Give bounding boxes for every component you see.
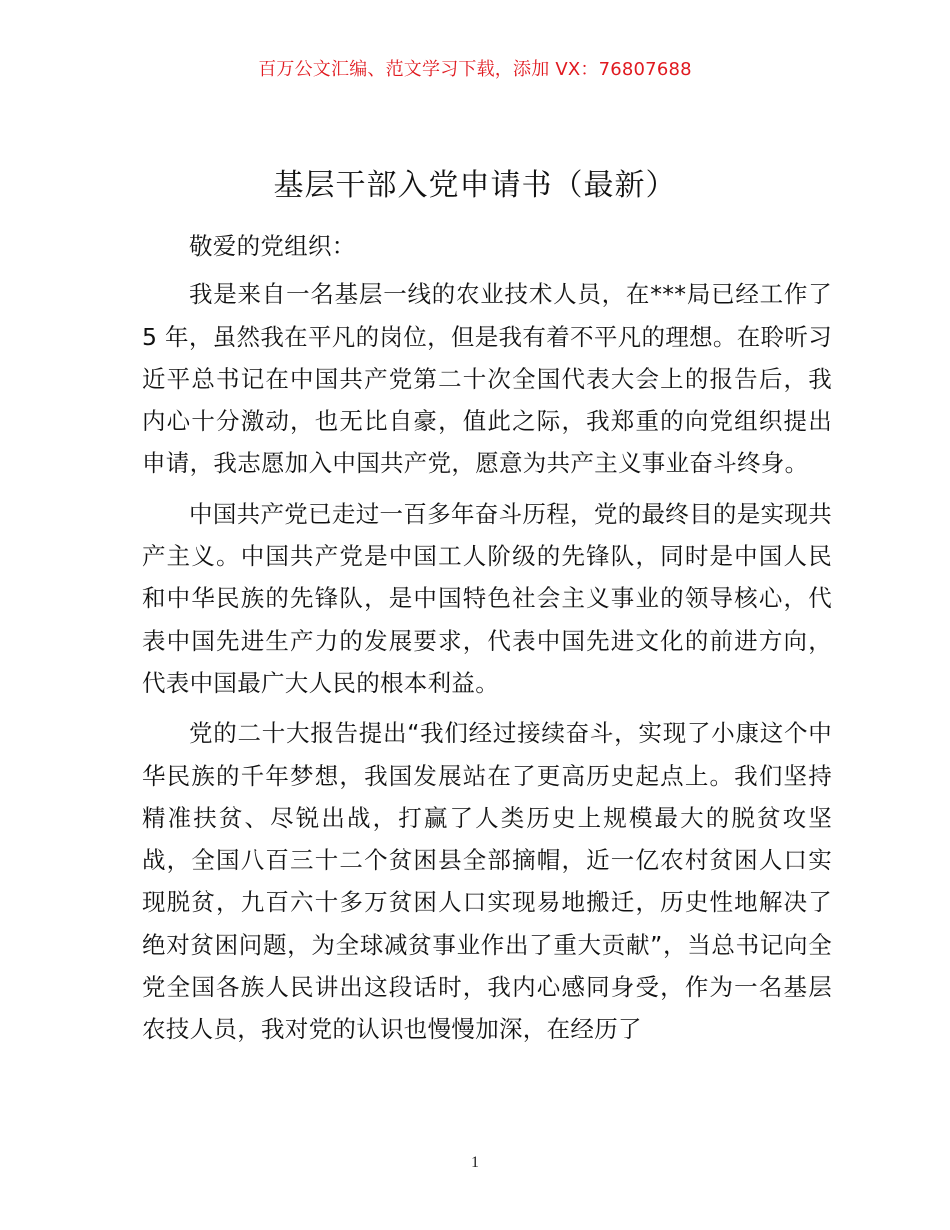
body-paragraph-3: 党的二十大报告提出“我们经过接续奋斗，实现了小康这个中华民族的千年梦想，我国发展站在了更高历史起点上。我们坚持精准扶贫、尽锐出战，打赢了人类历史上规模最大的脱贫攻坚战，全国八百三十二个贫困县全部摘帽，近一亿农村贫困人口实现脱贫，九百六十多万贫困人口实现易地搬迁，历史性地解决了绝对贫困问题，为全球减贫事业作出了重大贡献”，当总书记向全党全国各族人民讲出这段话时，我内心感同身受，作为一名基层农技人员，我对党的认识也慢慢加深，在经历了 [142,719,832,1044]
page-number: 1 [471,1154,479,1171]
body-paragraph-1: 我是来自一名基层一线的农业技术人员，在***局已经工作了 5 年，虽然我在平凡的岗位，但是我有着不平凡的理想。在聆听习近平总书记在中国共产党第二十次全国代表大会上的报告后，我内心十分激动，也无比自豪，值此之际，我郑重的向党组织提出申请，我志愿加入中国共产党，愿意为共产主义事业奋斗终身。 [142,280,832,478]
salutation: 敬爱的党组织： [189,232,356,260]
body-paragraph-2: 中国共产党已走过一百多年奋斗历程，党的最终目的是实现共产主义。中国共产党是中国工人阶级的先锋队，同时是中国人民和中华民族的先锋队，是中国特色社会主义事业的领导核心，代表中国先进生产力的发展要求，代表中国先进文化的前进方向，代表中国最广大人民的根本利益。 [142,499,832,697]
document-body [142,225,832,1059]
document-title: 基层干部入党申请书（最新） [273,168,677,203]
header-banner: 百万公文汇编、范文学习下载，添加 VX：76807688 [258,59,692,80]
